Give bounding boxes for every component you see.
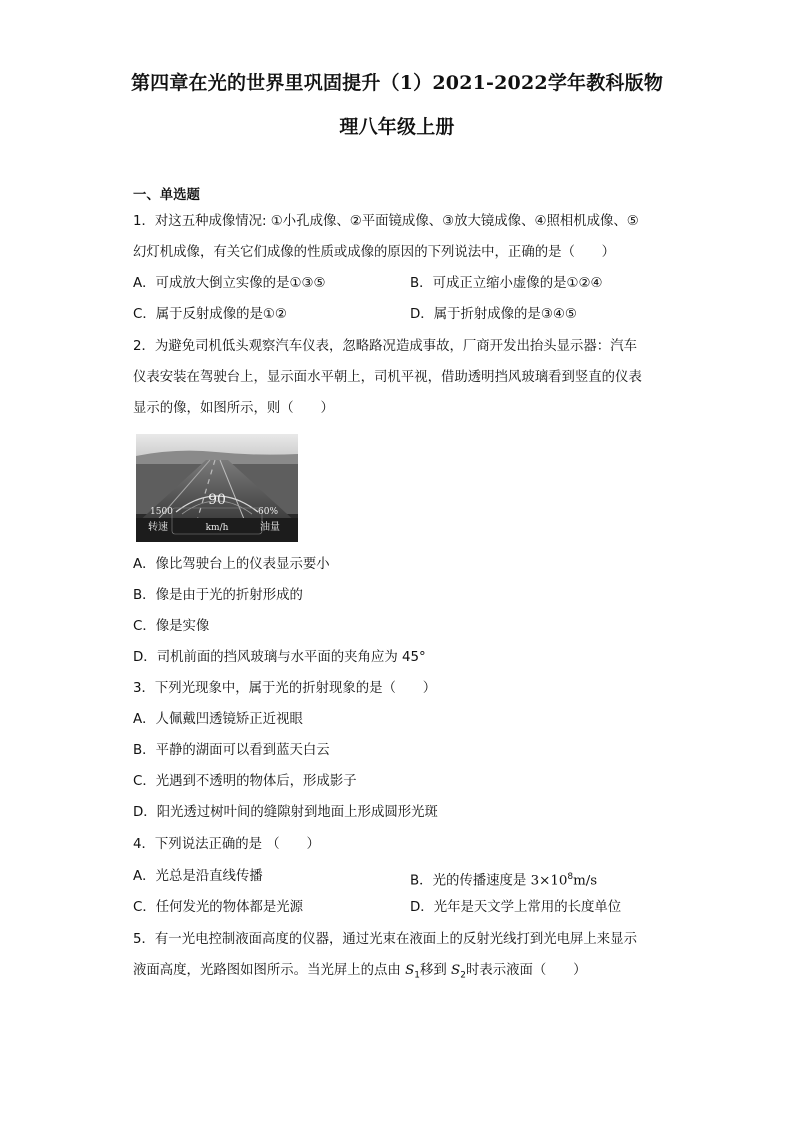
q5-line2-start: 液面高度，光路图如图所示。当光屏上的点由 [133,963,406,978]
q1-option-b: B．可成正立缩小虚像的是①②④ [410,276,603,291]
hud-speed: 90 [208,492,226,508]
document-title-line2: 理八年级上册 [339,116,455,138]
q2-option-c: C．像是实像 [133,619,210,634]
head-up-display-photo [136,434,298,542]
q5-point-s1-index: 1 [414,970,420,981]
q1-stem-line1: 1．对这五种成像情况: ①小孔成像、②平面镜成像、③放大镜成像、④照相机成像、⑤ [133,214,639,229]
q2-stem-line1: 2．为避免司机低头观察汽车仪表，忽略路况造成事故，厂商开发出抬头显示器：汽车 [133,339,637,354]
q2-stem-line3: 显示的像，如图所示，则（ ） [133,401,334,416]
section-heading: 一、单选题 [133,188,200,203]
q4-option-d: D．光年是天文学上常用的长度单位 [410,900,622,915]
hud-fuel-label: 油量 [260,522,280,533]
hud-rpm-label: 转速 [148,522,168,533]
hud-unit: km/h [205,523,229,533]
q2-option-a: A．像比驾驶台上的仪表显示要小 [133,557,330,572]
q4-option-b-value: 3×10 [530,873,568,889]
q5-move-text: 移到 [420,963,452,978]
q1-option-c: C．属于反射成像的是①② [133,307,287,322]
q3-option-c: C．光遇到不透明的物体后，形成影子 [133,774,357,789]
q5-point-s2-index: 2 [460,970,466,981]
q3-option-a: A．人佩戴凹透镜矫正近视眼 [133,712,303,727]
hud-rpm: 1500 [150,507,173,517]
head-up-display-image [136,434,298,542]
q4-option-b-unit: m/s [573,873,598,889]
q2-option-d: D．司机前面的挡风玻璃与水平面的夹角应为 45° [133,650,426,665]
q1-option-d: D．属于折射成像的是③④⑤ [410,307,577,322]
q3-stem: 3．下列光现象中，属于光的折射现象的是（ ） [133,681,437,696]
q3-option-b: B．平静的湖面可以看到蓝天白云 [133,743,330,758]
q4-option-c: C．任何发光的物体都是光源 [133,900,304,915]
q4-option-b-exponent: 8 [567,872,574,882]
q4-option-a: A．光总是沿直线传播 [133,869,263,884]
hud-fuel: 60% [258,507,279,517]
q5-line2-end: 时表示液面（ ） [465,963,587,978]
q4-option-b-prefix: B．光的传播速度是 [410,873,531,889]
q5-point-s2-letter: S [451,963,461,978]
q5-point-s1-letter: S [405,963,415,978]
q4-stem: 4．下列说法正确的是 （ ） [133,837,320,852]
q3-option-d: D．阳光透过树叶间的缝隙射到地面上形成圆形光斑 [133,805,438,820]
q2-option-b: B．像是由于光的折射形成的 [133,588,303,603]
q2-stem-line2: 仪表安装在驾驶台上，显示面水平朝上，司机平视，借助透明挡风玻璃看到竖直的仪表 [133,370,642,385]
document-title-line1: 第四章在光的世界里巩固提升（1）2021-2022学年教科版物 [130,72,664,94]
q5-stem-line2 [133,961,586,986]
q4-option-b [410,867,597,891]
q1-option-a: A．可成放大倒立实像的是①③⑤ [133,276,326,291]
q5-stem-line1: 5．有一光电控制液面高度的仪器，通过光束在液面上的反射光线打到光电屏上来显示 [133,932,637,947]
q1-stem-line2: 幻灯机成像，有关它们成像的性质或成像的原因的下列说法中，正确的是（ ） [133,245,616,260]
